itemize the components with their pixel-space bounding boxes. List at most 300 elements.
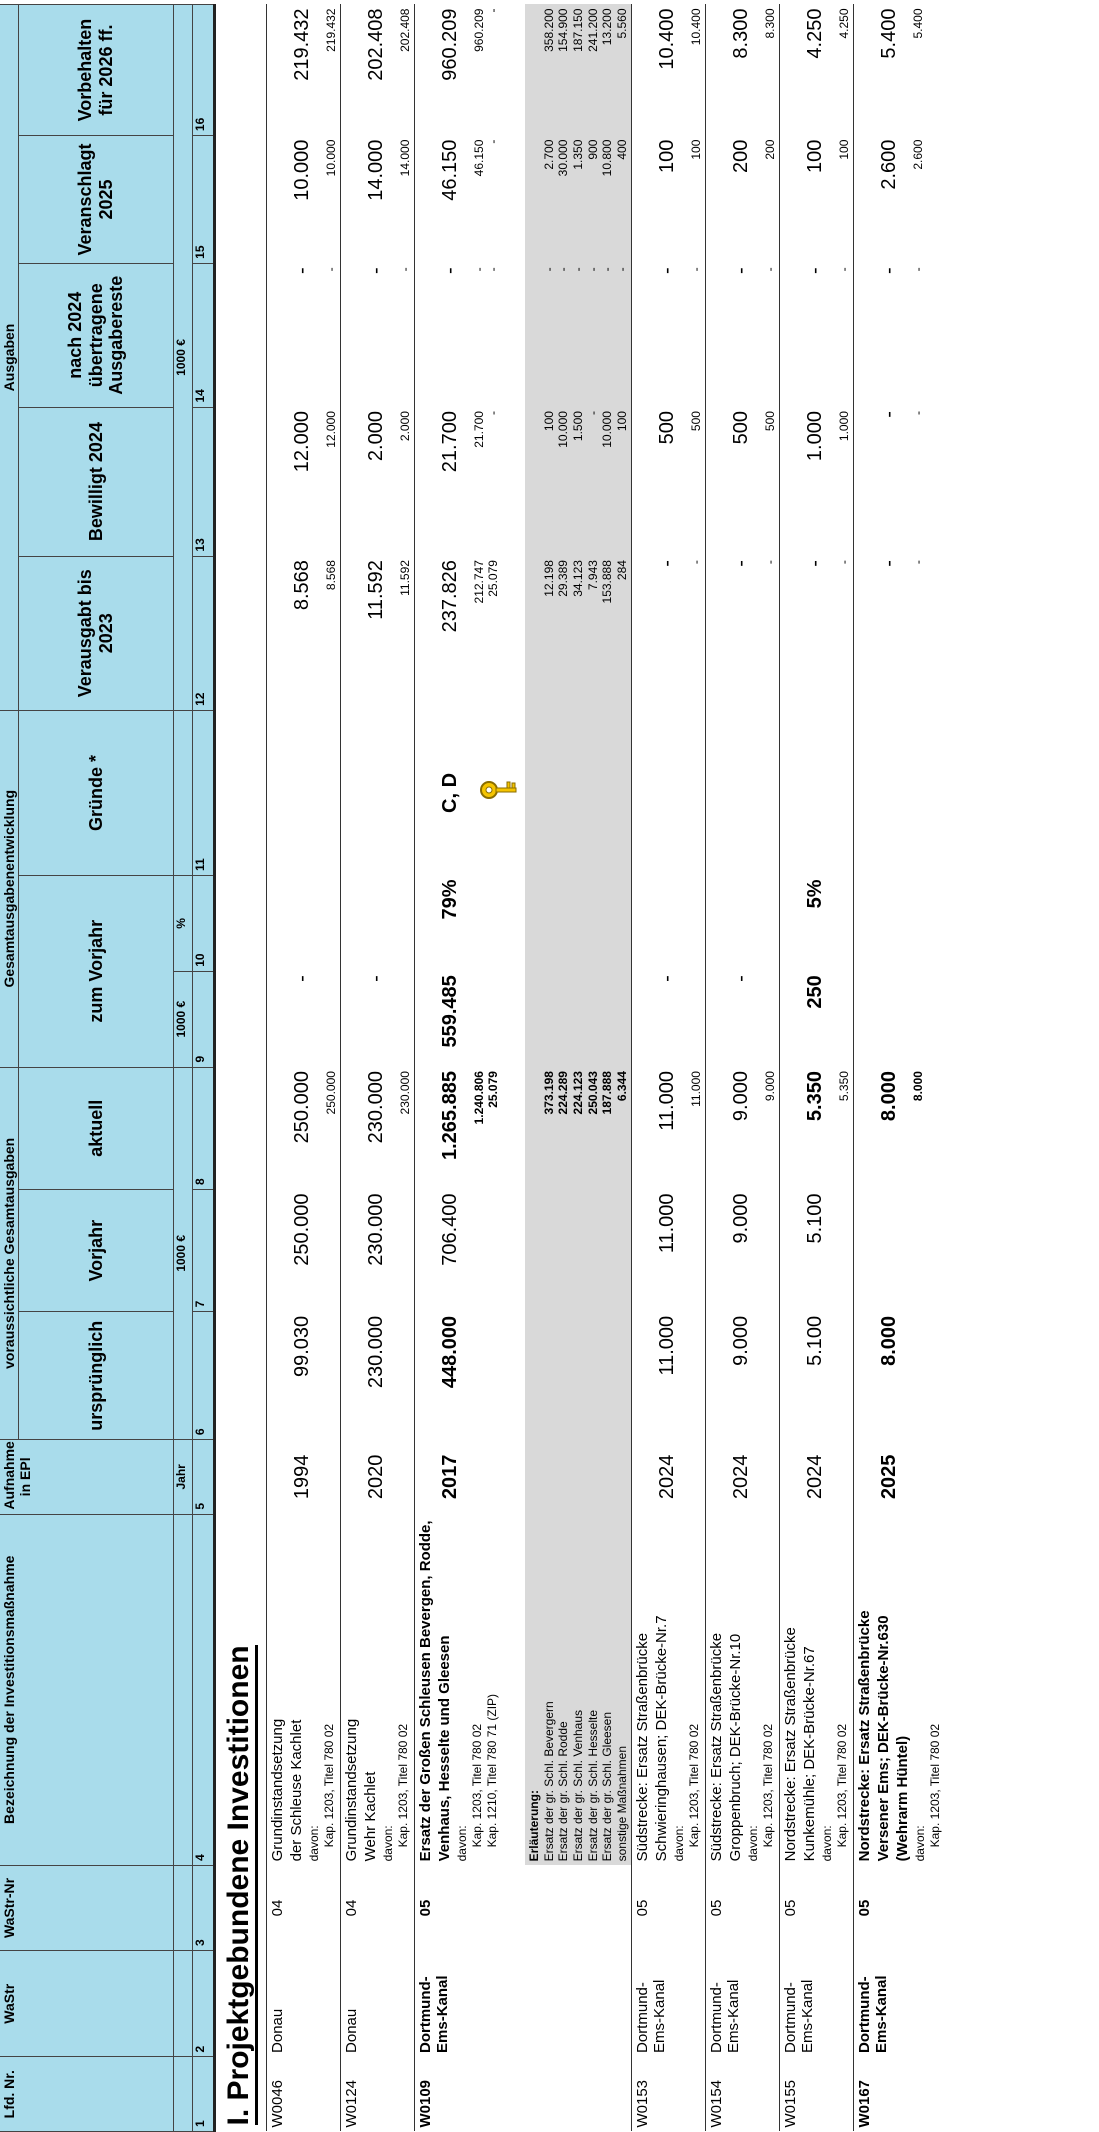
description-line: Versener Ems; DEK-Brücke-Nr.630 bbox=[875, 1615, 893, 1862]
row-nr-text: W0109 bbox=[417, 2079, 434, 2128]
erlaeuterung-value: 224.123 bbox=[570, 1071, 585, 1115]
row-uebertragen bbox=[415, 263, 526, 407]
row-bewilligt-sub: 12.000 bbox=[324, 411, 338, 448]
column-number: 1 bbox=[193, 2057, 215, 2132]
row-wastr-nr-text: 04 bbox=[269, 1899, 286, 1917]
row-vorbehalten-value: 219.432 bbox=[291, 8, 313, 81]
row-gruende bbox=[780, 710, 854, 875]
row-wastr bbox=[415, 1951, 526, 2057]
row-bewilligt-value: - bbox=[878, 411, 901, 418]
row-vorbehalten-sub: 5.400 bbox=[911, 8, 926, 39]
erlaeuterung-value: 2.700 bbox=[541, 139, 556, 170]
erlaeuterung-item: sonstige Maßnahmen bbox=[614, 1745, 629, 1862]
row-wastr-text: Dortmund-Ems-Kanal bbox=[634, 1979, 669, 2053]
erlaeuterung-value: 7.943 bbox=[585, 560, 600, 591]
description-line: Venhaus, Hesselte und Gleesen bbox=[435, 1635, 453, 1862]
table-row bbox=[267, 5, 341, 2132]
row-wastr-text: Donau bbox=[343, 2008, 360, 2053]
table-row bbox=[632, 5, 706, 2132]
erlaeuterung-value: 100 bbox=[541, 411, 556, 432]
row-percent bbox=[706, 875, 780, 971]
row-aufnahme-value: 2024 bbox=[804, 1454, 827, 1500]
row-wastr bbox=[632, 1951, 706, 2057]
row-uebertragen bbox=[780, 263, 854, 407]
row-aufnahme bbox=[854, 1440, 945, 1515]
column-number: 5 bbox=[193, 1440, 215, 1515]
row-urspruenglich bbox=[415, 1312, 526, 1440]
row-bewilligt-sub: 2.000 bbox=[398, 411, 412, 442]
row-veranschlagt-sub: 100 bbox=[689, 139, 704, 160]
row-zum-vorjahr bbox=[854, 971, 945, 1067]
erlaeuterung-veranschlagt bbox=[525, 136, 632, 264]
row-wastr bbox=[267, 1951, 341, 2057]
column-number: 16 bbox=[193, 5, 215, 136]
erlaeuterung-item: Ersatz der gr. Schl. Bevergern bbox=[541, 1701, 556, 1862]
row-gruende bbox=[632, 710, 706, 875]
row-veranschlagt-value: 100 bbox=[804, 139, 827, 173]
row-nr-text: W0153 bbox=[634, 2079, 652, 2128]
row-aktuell bbox=[415, 1067, 526, 1189]
row-vorbehalten-value: 202.408 bbox=[365, 8, 387, 81]
davon-label: davon: bbox=[380, 1825, 395, 1862]
row-verausgabt-sub: - bbox=[763, 560, 778, 565]
description-line: Kunkemühle; DEK-Brücke-Nr.67 bbox=[801, 1646, 819, 1862]
row-zum-vorjahr bbox=[415, 971, 526, 1067]
row-verausgabt-value: 11.592 bbox=[365, 560, 387, 620]
row-vorjahr-value: 9.000 bbox=[730, 1193, 753, 1244]
gray-spacer bbox=[527, 267, 542, 403]
erlaeuterung-value: - bbox=[585, 267, 600, 272]
erlaeuterung-value: - bbox=[556, 267, 571, 272]
row-wastr-text: Donau bbox=[269, 2008, 286, 2053]
col-verausgabt: Verausgabt bis 2023 bbox=[19, 556, 174, 710]
erlaeuterung-value: 12.198 bbox=[541, 560, 556, 597]
row-vorjahr bbox=[267, 1189, 341, 1311]
row-aktuell-value: 11.000 bbox=[656, 1071, 679, 1131]
row-aktuell-value: 1.265.885 bbox=[439, 1071, 461, 1161]
row-nr bbox=[267, 2057, 341, 2132]
row-aufnahme bbox=[632, 1440, 706, 1515]
row-veranschlagt bbox=[632, 136, 706, 264]
col-gruende: Gründe * bbox=[19, 710, 174, 875]
row-bewilligt-sub: 21.700 bbox=[472, 411, 486, 448]
row-aktuell-value: 250.000 bbox=[291, 1071, 313, 1144]
row-vorbehalten bbox=[780, 5, 854, 136]
row-aktuell bbox=[632, 1067, 706, 1189]
column-number: 8 bbox=[193, 1067, 215, 1189]
row-vorjahr bbox=[632, 1189, 706, 1311]
row-urspruenglich-value: 11.000 bbox=[656, 1315, 679, 1376]
col-vorjahr: Vorjahr bbox=[19, 1189, 174, 1311]
row-description bbox=[854, 1514, 945, 1865]
row-percent-value: 79% bbox=[439, 879, 461, 920]
column-number: 2 bbox=[193, 1951, 215, 2057]
table-row bbox=[706, 5, 780, 2132]
erlaeuterung-value: - bbox=[600, 267, 615, 272]
row-description bbox=[706, 1514, 780, 1865]
davon-label: davon: bbox=[454, 1825, 469, 1862]
row-nr-text: W0167 bbox=[856, 2079, 874, 2128]
row-percent bbox=[415, 875, 526, 971]
table-row bbox=[415, 5, 526, 2132]
row-zum-vorjahr-value: - bbox=[365, 975, 387, 982]
row-uebertragen-value: - bbox=[804, 267, 827, 275]
description-line: Schwieringhausen; DEK-Brücke-Nr.7 bbox=[653, 1615, 671, 1862]
row-urspruenglich-value: 9.000 bbox=[730, 1315, 753, 1366]
col-wastr-nr: WaStr-Nr bbox=[0, 1865, 174, 1950]
row-bewilligt-sub: 500 bbox=[763, 411, 778, 432]
row-aufnahme-value: 2025 bbox=[878, 1454, 901, 1500]
row-uebertragen-value: - bbox=[878, 267, 901, 275]
row-uebertragen-value: - bbox=[730, 267, 753, 275]
row-vorbehalten-value: 4.250 bbox=[804, 8, 827, 59]
row-verausgabt bbox=[854, 556, 945, 710]
row-bewilligt-sub: 500 bbox=[689, 411, 704, 432]
row-urspruenglich bbox=[341, 1312, 415, 1440]
description-line: der Schleuse Kachlet bbox=[287, 1719, 305, 1862]
row-gruende bbox=[854, 710, 945, 875]
erlaeuterung-value: 187.888 bbox=[600, 1071, 615, 1115]
row-aktuell-sub: 11.000 bbox=[689, 1071, 704, 1107]
row-aufnahme bbox=[706, 1440, 780, 1515]
row-veranschlagt bbox=[415, 136, 526, 264]
row-wastr-nr bbox=[854, 1865, 945, 1950]
row-verausgabt-sub: - bbox=[837, 560, 852, 565]
row-veranschlagt bbox=[267, 136, 341, 264]
davon-label: davon: bbox=[912, 1825, 927, 1862]
column-number: 12 bbox=[193, 556, 215, 710]
erlaeuterung-value: 29.389 bbox=[556, 560, 571, 597]
row-verausgabt-value: - bbox=[804, 560, 827, 567]
gray-spacer bbox=[527, 411, 542, 552]
row-zum-vorjahr bbox=[267, 971, 341, 1067]
row-uebertragen-sub: - bbox=[472, 267, 486, 272]
col-zum-vorjahr: zum Vorjahr bbox=[19, 875, 174, 1067]
row-bewilligt-sub: - bbox=[911, 411, 926, 416]
row-aufnahme-value: 2024 bbox=[656, 1454, 679, 1500]
description-line: Südstrecke: Ersatz Straßenbrücke bbox=[708, 1632, 726, 1862]
row-vorbehalten-value: 10.400 bbox=[656, 8, 679, 70]
row-wastr-nr bbox=[632, 1865, 706, 1950]
row-aufnahme bbox=[267, 1440, 341, 1515]
row-vorjahr bbox=[415, 1189, 526, 1311]
row-vorjahr-value: 230.000 bbox=[365, 1193, 387, 1266]
investment-table bbox=[0, 4, 945, 2132]
row-wastr-nr bbox=[706, 1865, 780, 1950]
erlaeuterung-value: 100 bbox=[614, 411, 629, 432]
erlaeuterung-value: 154.900 bbox=[556, 8, 571, 52]
kapitel-line: Kap. 1203, Titel 780 02 bbox=[321, 1723, 336, 1848]
erlaeuterung-value: 1.500 bbox=[570, 411, 585, 442]
row-zum-vorjahr-value: - bbox=[291, 975, 313, 982]
col-wastr: WaStr bbox=[0, 1951, 174, 2057]
spacer bbox=[525, 1865, 632, 1950]
row-bewilligt-value: 21.700 bbox=[439, 411, 461, 473]
row-aufnahme-value: 2020 bbox=[365, 1454, 387, 1500]
column-number-row bbox=[193, 5, 215, 2132]
unit-1000-entw: 1000 € bbox=[174, 971, 193, 1067]
erlaeuterung-blank bbox=[525, 1440, 632, 1515]
row-aufnahme bbox=[341, 1440, 415, 1515]
row-verausgabt-value: 8.568 bbox=[291, 560, 313, 611]
description-line: Grundinstandsetzung bbox=[343, 1718, 360, 1862]
erlaeuterung-blank bbox=[525, 875, 632, 971]
column-number: 14 bbox=[193, 263, 215, 407]
row-veranschlagt-value: 200 bbox=[730, 139, 753, 173]
erlaeuterung-blank bbox=[525, 1189, 632, 1311]
row-uebertragen-sub: - bbox=[324, 267, 338, 272]
column-number: 10 bbox=[193, 875, 215, 971]
row-aktuell-value: 230.000 bbox=[365, 1071, 387, 1144]
row-veranschlagt-value: 2.600 bbox=[878, 139, 901, 190]
row-nr-text: W0154 bbox=[708, 2079, 726, 2128]
group-ausgaben: Ausgaben bbox=[0, 5, 19, 711]
row-verausgabt-sub: 11.592 bbox=[398, 560, 412, 596]
row-vorbehalten-sub: 202.408 bbox=[398, 8, 412, 52]
erlaeuterung-value: 358.200 bbox=[541, 8, 556, 52]
row-vorbehalten bbox=[706, 5, 780, 136]
row-vorbehalten bbox=[632, 5, 706, 136]
column-number: 11 bbox=[193, 710, 215, 875]
unit-1000-ausgaben: 1000 € bbox=[174, 5, 193, 711]
col-lfd-nr: Lfd. Nr. bbox=[0, 2057, 174, 2132]
row-vorjahr bbox=[706, 1189, 780, 1311]
row-veranschlagt-sub: - bbox=[486, 139, 500, 144]
row-veranschlagt-value: 46.150 bbox=[439, 139, 461, 201]
erlaeuterung-aktuell bbox=[525, 1067, 632, 1189]
erlaeuterung-value: 153.888 bbox=[600, 560, 615, 604]
row-verausgabt-value: - bbox=[656, 560, 679, 567]
column-number: 9 bbox=[193, 971, 215, 1067]
row-wastr bbox=[341, 1951, 415, 2057]
row-percent bbox=[854, 875, 945, 971]
row-percent bbox=[632, 875, 706, 971]
column-number: 4 bbox=[193, 1514, 215, 1865]
row-verausgabt-value: - bbox=[878, 560, 901, 567]
row-aufnahme-value: 2017 bbox=[439, 1454, 461, 1500]
row-aktuell-sub: 1.240.806 bbox=[472, 1071, 486, 1125]
row-uebertragen bbox=[854, 263, 945, 407]
table-row bbox=[780, 5, 854, 2132]
erlaeuterung-value: 10.000 bbox=[556, 411, 571, 448]
row-bewilligt-value: 12.000 bbox=[291, 411, 313, 473]
row-vorbehalten-sub: - bbox=[486, 8, 500, 13]
row-wastr-nr-text: 05 bbox=[417, 1899, 434, 1917]
row-aktuell-sub: 8.000 bbox=[911, 1071, 926, 1102]
row-wastr-nr bbox=[415, 1865, 526, 1950]
row-nr bbox=[706, 2057, 780, 2132]
row-wastr-text: Dortmund-Ems-Kanal bbox=[856, 1975, 891, 2053]
unit-percent: % bbox=[174, 875, 193, 971]
row-aktuell-sub: 9.000 bbox=[763, 1071, 778, 1102]
row-bewilligt-value: 2.000 bbox=[365, 411, 387, 462]
row-aktuell bbox=[780, 1067, 854, 1189]
row-vorbehalten-value: 8.300 bbox=[730, 8, 753, 59]
key-icon[interactable] bbox=[479, 777, 523, 803]
description-line: Nordstrecke: Ersatz Straßenbrücke bbox=[782, 1627, 800, 1862]
row-verausgabt bbox=[415, 556, 526, 710]
kapitel-line: Kap. 1203, Titel 780 02 bbox=[834, 1723, 849, 1848]
erlaeuterung-heading: Erläuterung: bbox=[527, 1790, 541, 1862]
erlaeuterung-value: 5.560 bbox=[614, 8, 629, 39]
row-urspruenglich bbox=[854, 1312, 945, 1440]
description-line: Grundinstandsetzung bbox=[269, 1718, 286, 1862]
row-wastr-text: Dortmund-Ems-Kanal bbox=[782, 1979, 817, 2053]
row-wastr bbox=[780, 1951, 854, 2057]
row-veranschlagt-sub: 10.000 bbox=[324, 139, 338, 177]
col-aufnahme: Aufnahme in EPl bbox=[0, 1440, 174, 1515]
kapitel-line: Kap. 1210, Titel 780 71 (ZIP) bbox=[484, 1693, 499, 1848]
row-aktuell bbox=[854, 1067, 945, 1189]
column-number: 13 bbox=[193, 407, 215, 556]
row-verausgabt-value: - bbox=[730, 560, 753, 567]
row-vorjahr-value: 11.000 bbox=[656, 1193, 679, 1254]
description-line: Nordstrecke: Ersatz Straßenbrücke bbox=[856, 1610, 874, 1862]
spacer bbox=[525, 2057, 632, 2132]
row-uebertragen bbox=[341, 263, 415, 407]
row-uebertragen-sub: - bbox=[486, 267, 500, 272]
row-bewilligt bbox=[341, 407, 415, 556]
davon-label: davon: bbox=[306, 1825, 321, 1862]
row-aktuell-value: 9.000 bbox=[730, 1071, 753, 1122]
row-urspruenglich-value: 5.100 bbox=[804, 1315, 827, 1366]
col-veranschlagt: Veranschlagt 2025 bbox=[19, 136, 174, 264]
row-vorbehalten-value: 960.209 bbox=[439, 8, 461, 81]
row-aktuell-value: 8.000 bbox=[878, 1071, 901, 1122]
row-wastr-text: Dortmund-Ems-Kanal bbox=[417, 1975, 451, 2053]
row-aufnahme bbox=[415, 1440, 526, 1515]
row-aktuell-sub: 5.350 bbox=[837, 1071, 852, 1102]
erlaeuterung-value: 34.123 bbox=[570, 560, 585, 597]
erlaeuterung-value: - bbox=[570, 267, 585, 272]
row-wastr-nr bbox=[341, 1865, 415, 1950]
erlaeuterung-uebertragen bbox=[525, 263, 632, 407]
row-veranschlagt-sub: 46.150 bbox=[472, 139, 486, 177]
row-zum-vorjahr bbox=[632, 971, 706, 1067]
row-aktuell-sub: 250.000 bbox=[324, 1071, 338, 1115]
kapitel-line: Kap. 1203, Titel 780 02 bbox=[686, 1723, 701, 1848]
erlaeuterung-value: - bbox=[541, 267, 556, 272]
row-bewilligt-value: 1.000 bbox=[804, 411, 827, 462]
row-uebertragen-sub: - bbox=[689, 267, 704, 272]
row-veranschlagt bbox=[780, 136, 854, 264]
row-veranschlagt-sub: 14.000 bbox=[398, 139, 412, 177]
column-number: 6 bbox=[193, 1312, 215, 1440]
row-urspruenglich-value: 8.000 bbox=[878, 1315, 901, 1366]
row-vorjahr bbox=[780, 1189, 854, 1311]
row-description bbox=[780, 1514, 854, 1865]
row-uebertragen-value: - bbox=[365, 267, 387, 275]
erlaeuterung-value: 10.800 bbox=[600, 139, 615, 177]
erlaeuterung-value: 224.289 bbox=[556, 1071, 571, 1115]
row-zum-vorjahr-value: 559.485 bbox=[439, 975, 461, 1048]
row-uebertragen-value: - bbox=[439, 267, 461, 275]
col-vorbehalten: Vorbehalten für 2026 ff. bbox=[19, 5, 174, 136]
row-bewilligt bbox=[780, 407, 854, 556]
row-gruende-value: C, D bbox=[439, 772, 461, 813]
row-veranschlagt-value: 10.000 bbox=[291, 139, 313, 201]
row-zum-vorjahr-value: - bbox=[656, 975, 679, 982]
column-number: 3 bbox=[193, 1865, 215, 1950]
row-zum-vorjahr-value: 250 bbox=[804, 975, 827, 1009]
group-entwicklung: Gesamtausgabenentwicklung bbox=[0, 710, 19, 1067]
row-vorbehalten-sub: 10.400 bbox=[689, 8, 704, 46]
erlaeuterung-value: - bbox=[585, 411, 600, 416]
erlaeuterung-value: 1.350 bbox=[570, 139, 585, 170]
row-verausgabt-sub: - bbox=[689, 560, 704, 565]
row-verausgabt bbox=[780, 556, 854, 710]
row-verausgabt bbox=[267, 556, 341, 710]
col-urspruenglich: ursprünglich bbox=[19, 1312, 174, 1440]
erlaeuterung-value: 30.000 bbox=[556, 139, 571, 177]
kapitel-line: Kap. 1203, Titel 780 02 bbox=[469, 1723, 484, 1848]
col-bezeichnung: Bezeichnung der Investitionsmaßnahme bbox=[0, 1514, 174, 1865]
description-line: Wehr Kachlet bbox=[361, 1771, 379, 1862]
row-gruende bbox=[415, 710, 526, 875]
row-uebertragen-value: - bbox=[291, 267, 313, 275]
davon-label: davon: bbox=[671, 1825, 686, 1862]
row-veranschlagt bbox=[341, 136, 415, 264]
row-aktuell bbox=[341, 1067, 415, 1189]
row-uebertragen-sub: - bbox=[763, 267, 778, 272]
erlaeuterung-value: 10.000 bbox=[600, 411, 615, 448]
table-row bbox=[854, 5, 945, 2132]
row-description bbox=[632, 1514, 706, 1865]
gray-spacer bbox=[527, 1071, 542, 1185]
row-wastr-nr bbox=[267, 1865, 341, 1950]
row-bewilligt-value: 500 bbox=[730, 411, 753, 445]
row-zum-vorjahr bbox=[780, 971, 854, 1067]
row-aktuell-sub: 25.079 bbox=[486, 1071, 500, 1108]
row-verausgabt-sub: 212.747 bbox=[472, 560, 486, 604]
row-uebertragen-value: - bbox=[656, 267, 679, 275]
table-row bbox=[341, 5, 415, 2132]
row-urspruenglich-value: 448.000 bbox=[439, 1315, 461, 1389]
row-urspruenglich bbox=[267, 1312, 341, 1440]
row-wastr bbox=[706, 1951, 780, 2057]
erlaeuterung-value: 284 bbox=[614, 560, 629, 581]
row-vorbehalten bbox=[267, 5, 341, 136]
section-title: I. Projektgebundene Investitionen bbox=[215, 5, 267, 2132]
row-wastr-nr-text: 05 bbox=[634, 1899, 652, 1917]
description-line: Ersatz der Großen Schleusen Bevergen, Rodde, bbox=[417, 1520, 434, 1862]
row-veranschlagt bbox=[706, 136, 780, 264]
erlaeuterung-item: Ersatz der gr. Schl. Gleesen bbox=[600, 1711, 615, 1862]
row-veranschlagt-sub: 2.600 bbox=[911, 139, 926, 170]
row-vorbehalten bbox=[415, 5, 526, 136]
erlaeuterung-value: 6.344 bbox=[614, 1071, 629, 1102]
row-verausgabt bbox=[632, 556, 706, 710]
description-line: Südstrecke: Ersatz Straßenbrücke bbox=[634, 1632, 652, 1862]
erlaeuterung-value: 241.200 bbox=[585, 8, 600, 52]
col-uebertragen: nach 2024 übertragene Ausgabereste bbox=[19, 263, 174, 407]
column-number: 7 bbox=[193, 1189, 215, 1311]
erlaeuterung-blank bbox=[525, 710, 632, 875]
erlaeuterung-labels bbox=[525, 1514, 632, 1865]
row-vorjahr-value: 5.100 bbox=[804, 1193, 827, 1244]
row-bewilligt bbox=[706, 407, 780, 556]
spacer bbox=[525, 1951, 632, 2057]
row-percent-value: 5% bbox=[804, 879, 827, 909]
row-bewilligt-sub: 1.000 bbox=[837, 411, 852, 442]
row-nr-text: W0046 bbox=[269, 2079, 286, 2128]
unit-jahr: Jahr bbox=[174, 1440, 193, 1515]
row-vorjahr bbox=[341, 1189, 415, 1311]
row-veranschlagt-sub: 100 bbox=[837, 139, 852, 160]
row-nr bbox=[854, 2057, 945, 2132]
erlaeuterung-item: Ersatz der gr. Schl. Rodde bbox=[556, 1721, 571, 1862]
row-aufnahme-value: 1994 bbox=[291, 1454, 313, 1500]
